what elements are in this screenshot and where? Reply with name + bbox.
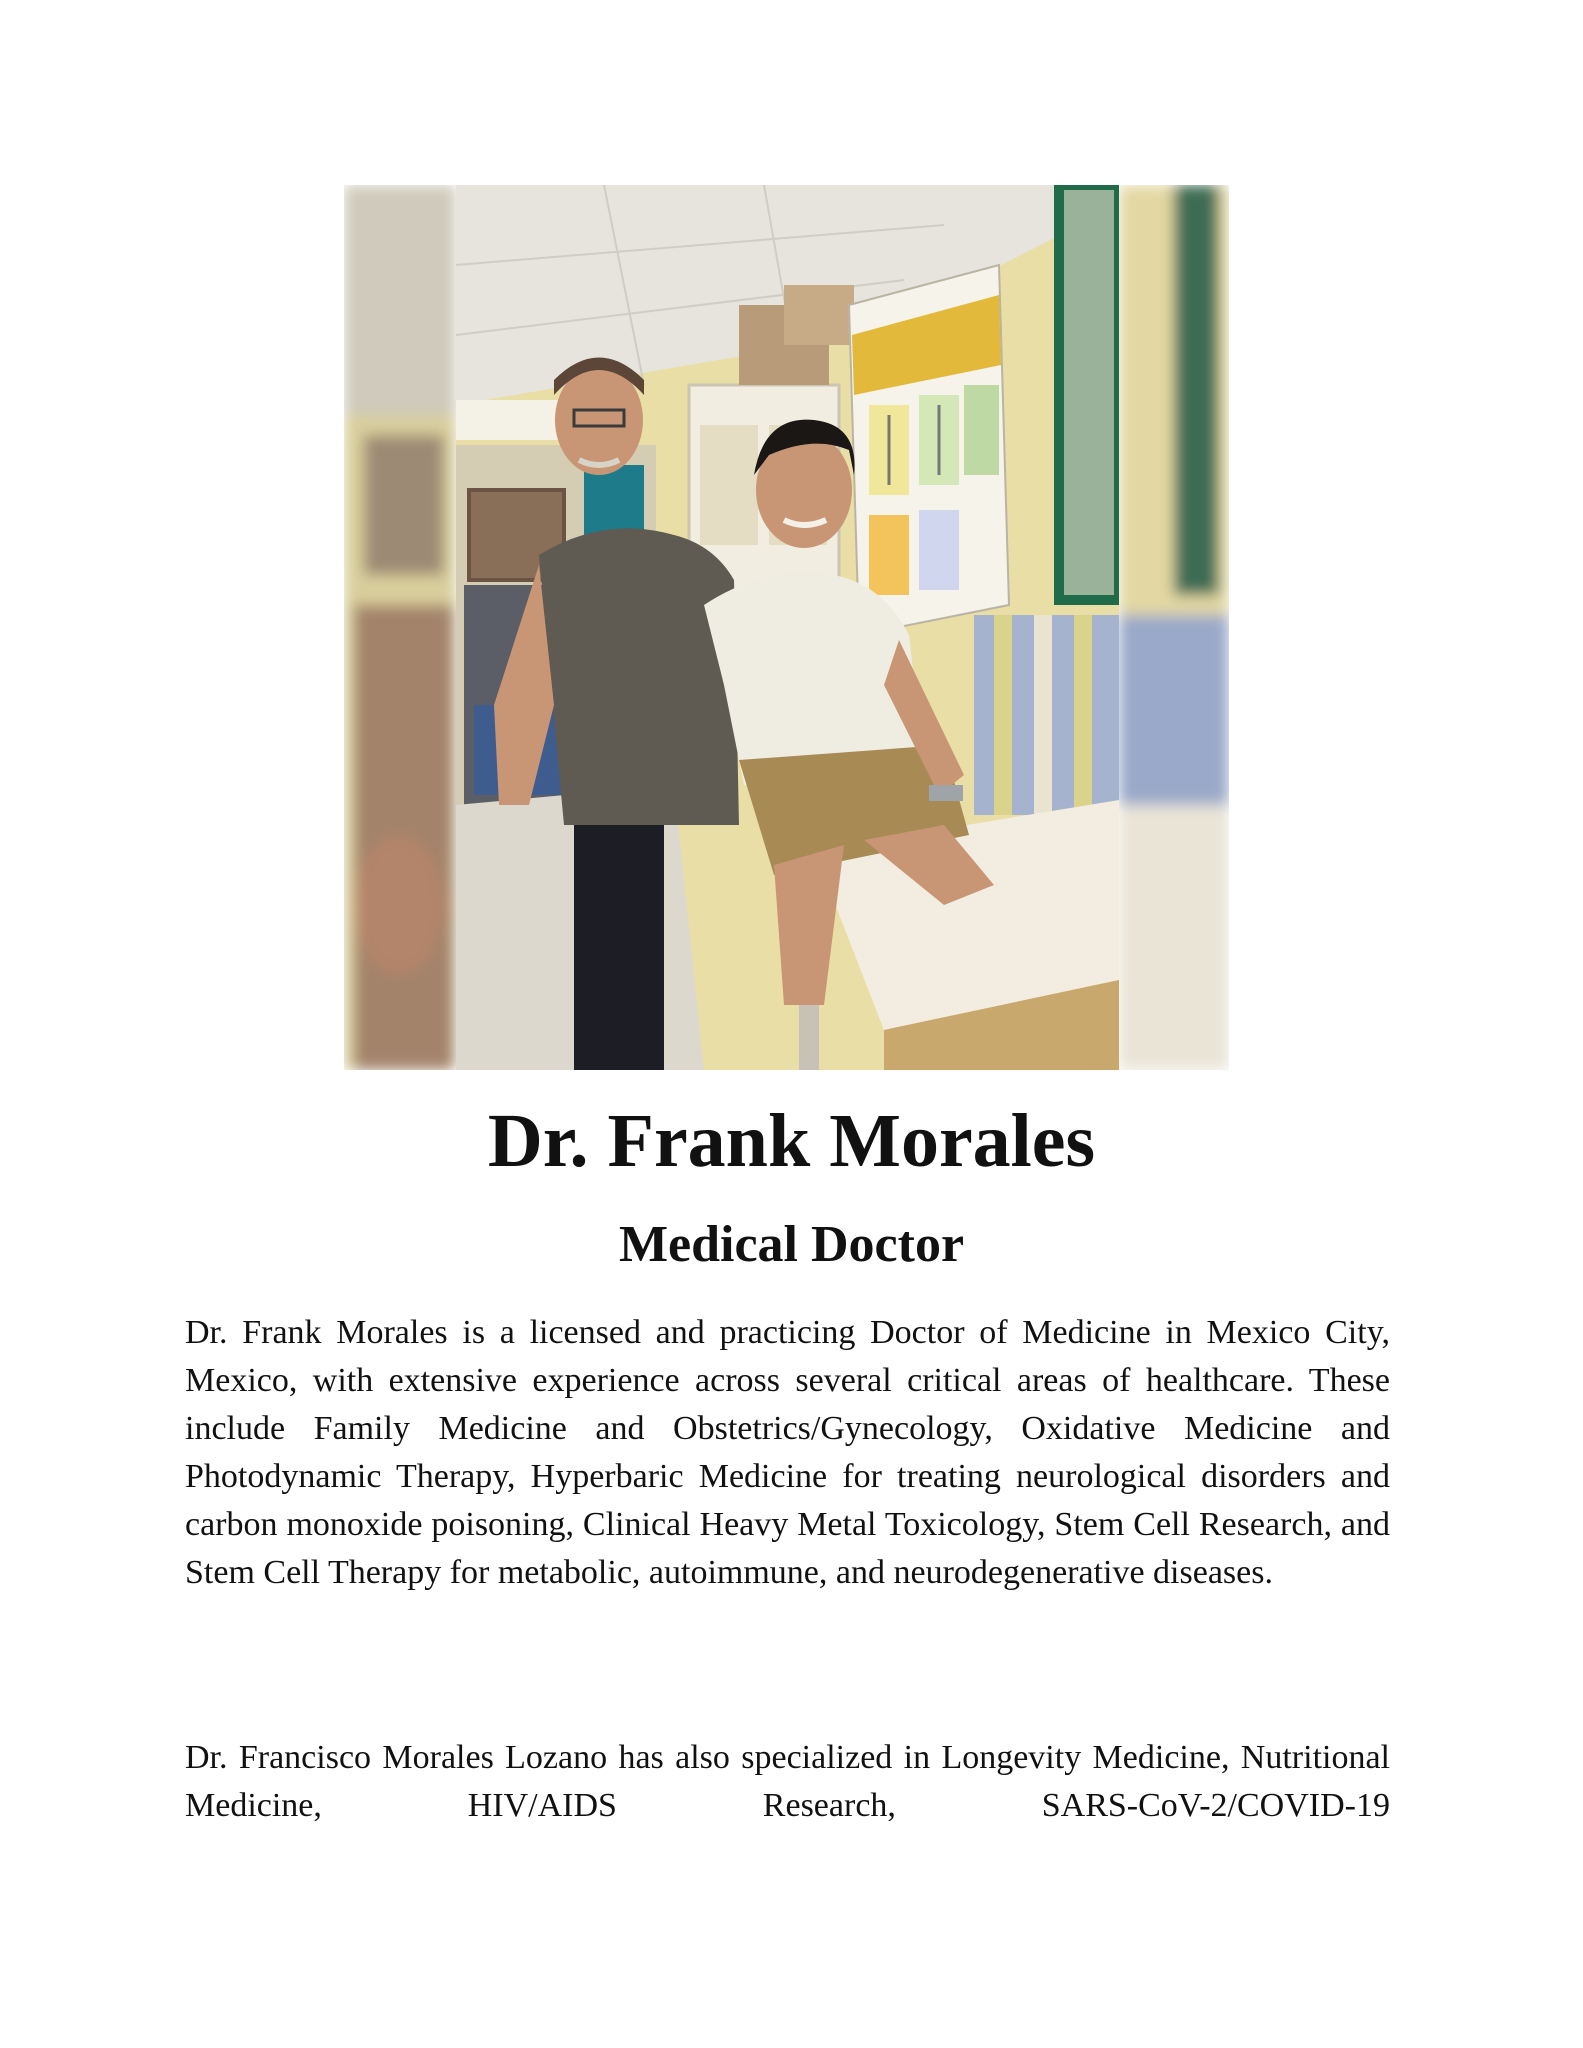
- photo-illustration: [344, 185, 1229, 1070]
- blurred-right-panel: [1119, 185, 1229, 1070]
- doctor-title: Medical Doctor: [618, 1216, 965, 1273]
- blurred-left-panel: [344, 185, 456, 1070]
- doctor-name: Dr. Frank Morales: [487, 1099, 1096, 1183]
- doctor-photo: [344, 185, 1229, 1070]
- bio-paragraph-continued: Dr. Francisco Morales Lozano has also specialized in Longevity Medicine, Nutritional Medicine, HIV/AIDS Research, SARS-CoV-2/COVID-19: [185, 1739, 1390, 1824]
- bio-paragraph: Dr. Frank Morales is a licensed and practicing Doctor of Medicine in Mexico City, Mexico, with extensive experience across several critical areas of healthcare. These include Family Medicine and Obstetrics/Gynecology, Oxidative Medicine and Photodynamic Therapy, Hyperbaric Medicine for treating neurological disorders and carbon monoxide poisoning, Clinical Heavy Metal Toxicology, Stem Cell Research, and Stem Cell Therapy for metabolic, autoimmune, and neurodegenerative diseases.: [185, 1314, 1390, 1591]
